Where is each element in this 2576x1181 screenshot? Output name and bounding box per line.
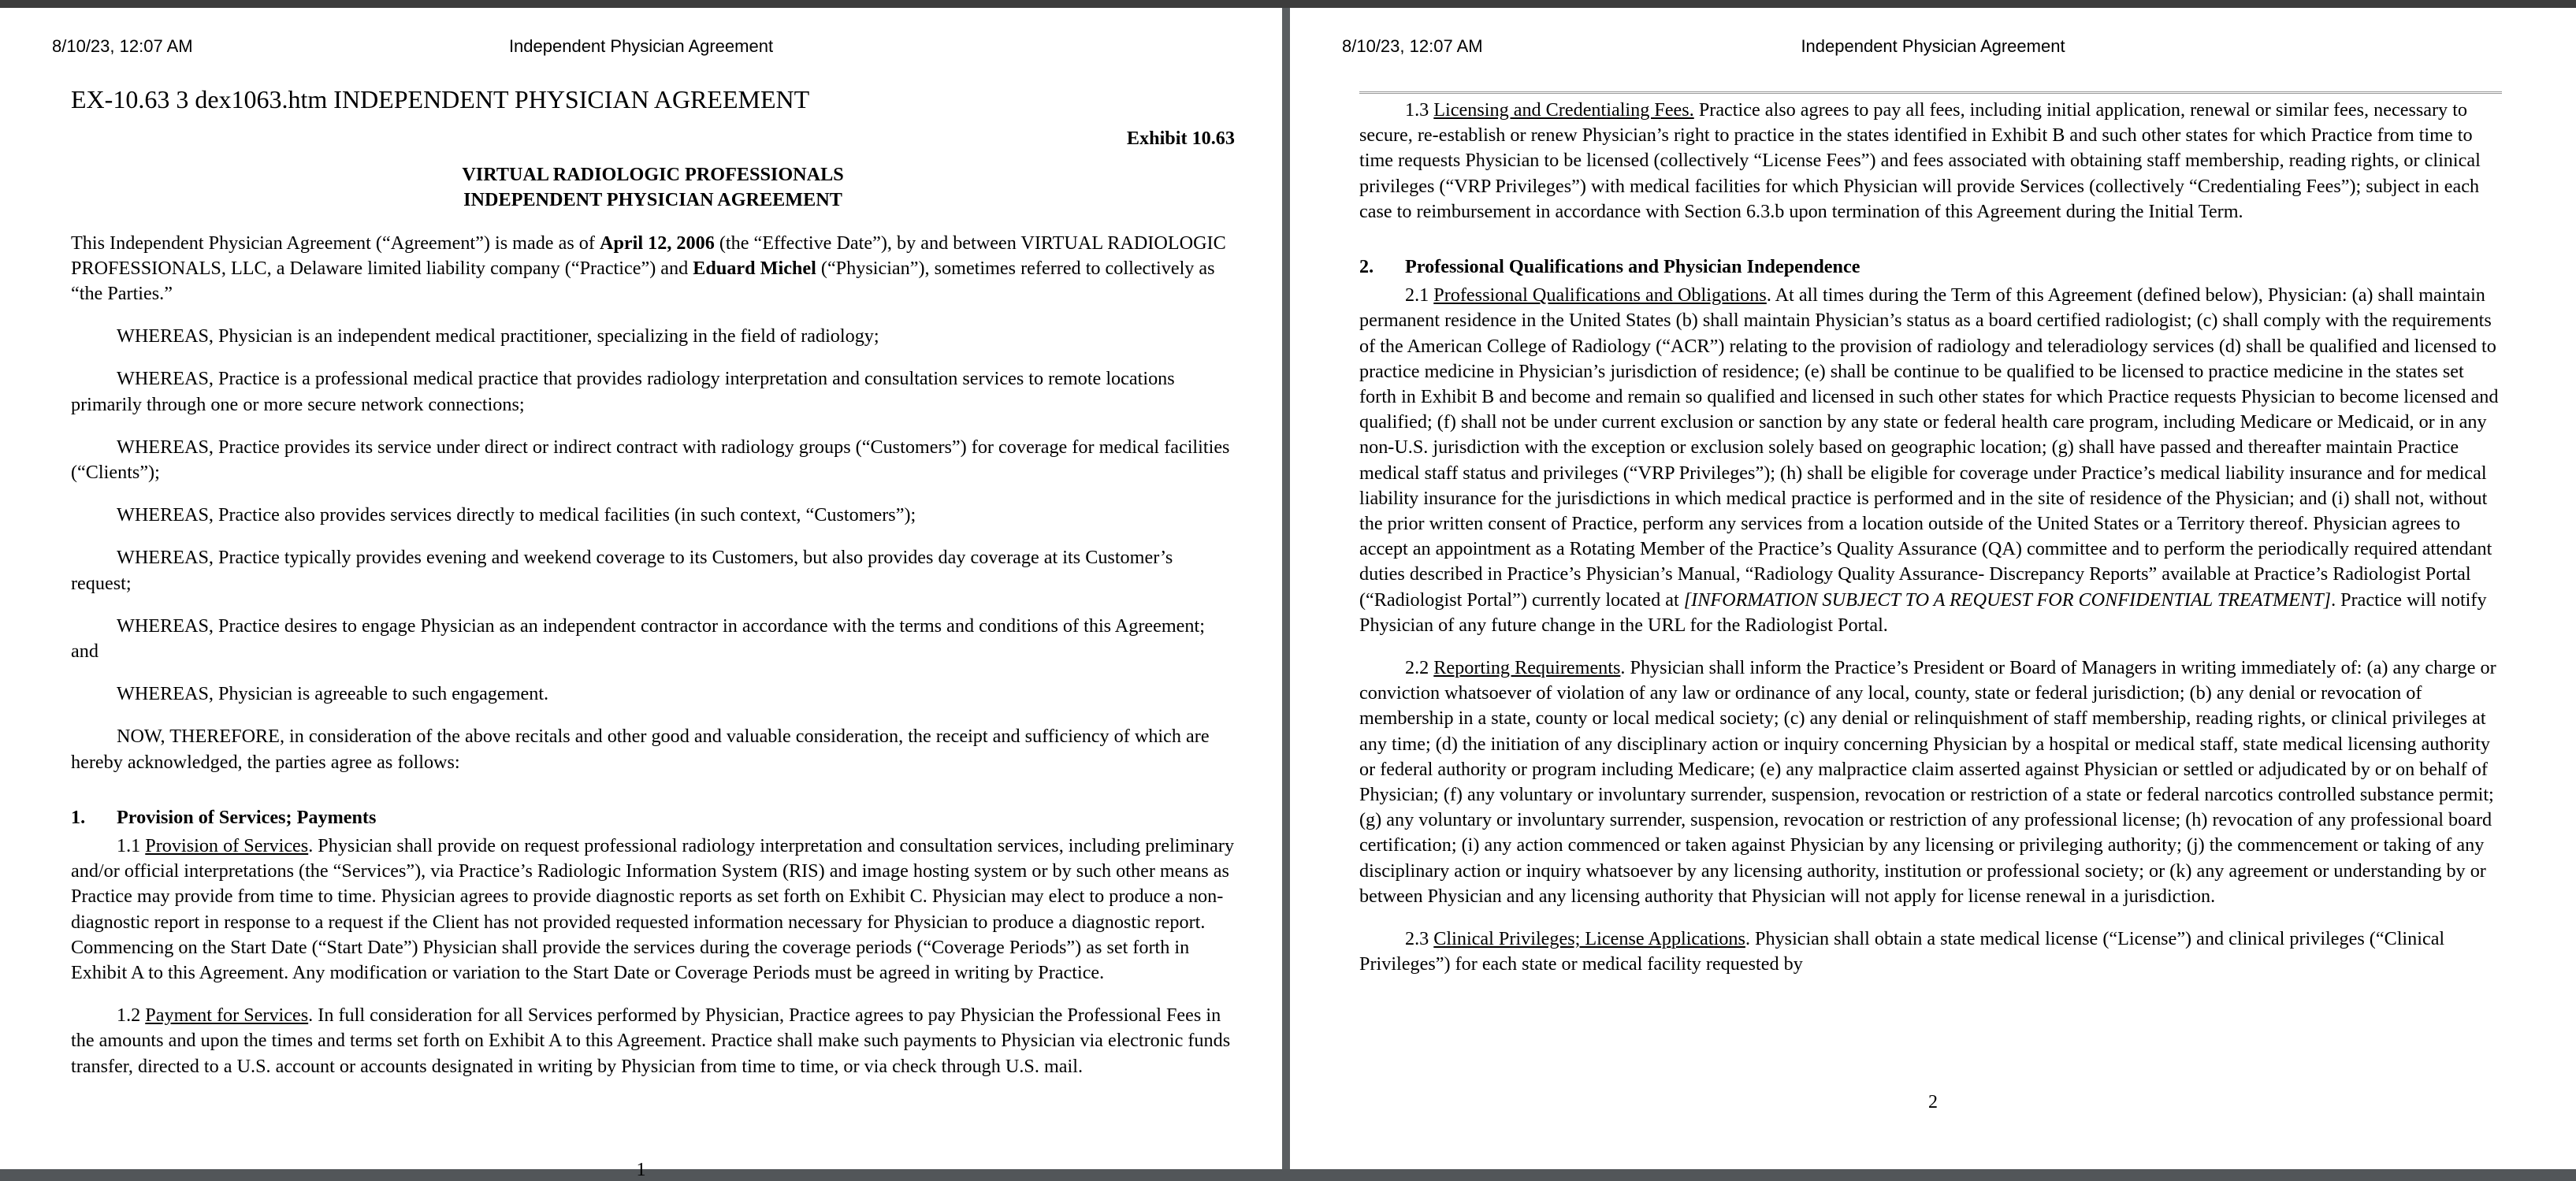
now-therefore-clause: NOW, THEREFORE, in consideration of the above recitals and other good and valuable consideration, the receipt and sufficiency of which are hereby acknowledged, the parties agree as follows: (71, 726, 1210, 773)
clause-number: 1.1 (117, 835, 146, 857)
section-number: 1. (71, 806, 86, 828)
effective-date: April 12, 2006 (599, 232, 715, 254)
intro-paragraph (71, 231, 1235, 307)
section-1-2 (71, 1003, 1235, 1079)
whereas-clause: WHEREAS, Practice is a professional medical practice that provides radiology interpretation and consultation services to remote locations primarily through one or more secure network connections; (71, 368, 1175, 415)
company-name: VIRTUAL RADIOLOGIC PROFESSIONALS (462, 164, 844, 186)
exhibit-label: Exhibit 10.63 (1126, 128, 1235, 149)
clause-text: . In full consideration for all Services performed by Physician, Practice agrees to pay Physician the Professional Fees in the amounts and upon the times and terms set forth on Exhibit A to this Agreement. Practice shall make such payments to Physician via electronic funds transfer, directed to a U.S. account or accounts designated in writing by Physician from time to time, or via check through U.S. mail. (71, 1005, 1231, 1077)
clause-number: 1.2 (117, 1005, 146, 1027)
clause-text: . Physician shall inform the Practice’s President or Board of Managers in writing immediately of: (a) any charge or conviction whatsoever of violation of any law or ordinance of any local, county, state or federal jurisdiction; (b) any denial or revocation of membership in a state, county or local medical society; (c) any denial or relinquishment of staff membership, reading rights, or clinical privileges at any time; (d) the initiation of any disciplinary action or inquiry concerning Physician by a hospital or medical staff, state medical licensing authority or federal authority or program including Medicare; (e) any malpractice claim asserted against Physician or settled or adjudicated by or on behalf of Physician; (f) any voluntary or involuntary surrender, suspension, revocation or restriction of a state or federal narcotics controlled substance permit; (g) any voluntary or involuntary surrender, suspension, revocation or restriction of any professional license; (h) revocation of any professional board certification; (i) any action commenced or taken against Physician by any licensing or privileging authority; (j) the commencement or taking of any disciplinary action or inquiry whatsoever by any licensing authority, institution or professional society; or (k) any agreement or understanding by or between Physician and any licensing authority that Physician will not apply for license renewal in a jurisdiction. (1359, 657, 2496, 907)
clause-text: . Physician shall obtain a state medical license (“License”) and clinical privileges (“Clinical Privileges”) for each state or medical facility requested by (1359, 928, 2445, 975)
agreement-title: INDEPENDENT PHYSICIAN AGREEMENT (463, 189, 842, 211)
whereas-clause: WHEREAS, Physician is agreeable to such engagement. (117, 683, 549, 705)
clause-text: . Practice will notify Physician of any future change in the URL for the Radiologist Portal. (1359, 589, 2487, 636)
section-title: Provision of Services; Payments (117, 806, 377, 828)
clause-title: Clinical Privileges; License Applications (1433, 928, 1745, 950)
document-title: EX-10.63 3 dex1063.htm INDEPENDENT PHYSICIAN AGREEMENT (71, 85, 810, 113)
page-2-content (1359, 98, 2502, 978)
clause-title: Provision of Services (145, 835, 309, 857)
clause-title: Licensing and Credentialing Fees. (1433, 99, 1694, 121)
whereas-clause: WHEREAS, Practice typically provides evening and weekend coverage to its Customers, but also provides day coverage at its Customer’s request; (71, 547, 1173, 594)
section-2-3 (1359, 927, 2502, 977)
clause-text: . At all times during the Term of this Agreement (defined below), Physician: (a) shall maintain permanent residence in the United States (b) shall maintain Physician’s status as a board certified radiologist; (c) shall comply with the requirements of the American College of Radiology (“ACR”) relating to the provision of radiology and teleradiology services (d) shall be qualified and licensed to practice medicine in Physician’s jurisdiction of residence; (e) shall be continue to be qualified to be licensed to practice medicine in the states set forth in Exhibit B and become and remain so qualified and licensed in such other states for which Practice requests Physician to become licensed and qualified; (f) shall not be under current exclusion or sanction by any state or federal health care program, including Medicare or Medicaid, or in any non-U.S. jurisdiction with the exception or exclusion solely based on geographic location; (g) shall have passed and thereafter maintain Practice medical staff status and privileges (“VRP Privileges”); (h) shall be eligible for coverage under Practice’s medical liability insurance and for medical liability insurance for the jurisdictions in which medical practice is performed and in the site of residence of the Physician; and (i) shall not, without the prior written consent of Practice, perform any services from a location outside of the United States or a Territory thereof. Physician agrees to accept an appointment as a Rotating Member of the Practice’s Quality Assurance (QA) committee and to perform the periodically required attendant duties described in Practice’s Physician’s Manual, “Radiology Quality Assurance- Discrepancy Reports” available at Practice’s Radiologist Portal (“Radiologist Portal”) currently located at (1359, 284, 2499, 611)
clause-number: 2.2 (1405, 657, 1434, 679)
page-number: 2 (1928, 1092, 1938, 1112)
print-header-title: Independent Physician Agreement (508, 36, 774, 56)
section-1-1 (71, 834, 1235, 986)
section-title: Professional Qualifications and Physician Independence (1405, 256, 1860, 278)
page-1-content (71, 84, 1235, 1079)
section-2-heading (1359, 254, 2502, 280)
document-page-2 (1290, 8, 2576, 1169)
intro-text-b: (the “Effective Date”), by and between VIRTUAL RADIOLOGIC PROFESSIONALS, LLC, a Delaware limited liability company (“Practice”) and (71, 232, 1226, 279)
viewer-top-bar (0, 0, 2576, 8)
horizontal-rule (1359, 91, 2502, 94)
section-2-2 (1359, 655, 2502, 909)
clause-text: Practice also agrees to pay all fees, including initial application, renewal or similar fees, necessary to secure, re-establish or renew Physician’s right to practice in the states identified in Exhibit B and such other states for which Practice from time to time requests Physician to be licensed (collectively “License Fees”) and fees associated with obtaining staff membership, reading rights, or clinical privileges (“VRP Privileges”) with medical facilities for which Physician will provide Services (collectively “Credentialing Fees”); subject in each case to reimbursement in accordance with Section 6.3.b upon termination of this Agreement during the Initial Term. (1359, 99, 2481, 222)
print-header-date: 8/10/23, 12:07 AM (1342, 36, 1483, 56)
section-number: 2. (1359, 256, 1374, 278)
intro-text-a: This Independent Physician Agreement (“Agreement”) is made as of (71, 232, 600, 254)
section-1-3 (1359, 98, 2502, 225)
redacted-notice: [INFORMATION SUBJECT TO A REQUEST FOR CONFIDENTIAL TREATMENT] (1683, 589, 2332, 611)
whereas-clause: WHEREAS, Physician is an independent medical practitioner, specializing in the field of radiology; (117, 325, 879, 347)
whereas-clause: WHEREAS, Practice also provides services directly to medical facilities (in such context, “Customers”); (117, 504, 916, 526)
physician-name: Eduard Michel (693, 257, 816, 279)
clause-number: 1.3 (1405, 99, 1434, 121)
whereas-clause: WHEREAS, Practice provides its service under direct or indirect contract with radiology groups (“Customers”) for coverage for medical facilities (“Clients”); (71, 436, 1230, 484)
page-number: 1 (636, 1160, 646, 1180)
section-2-1 (1359, 283, 2502, 638)
page-divider (1282, 8, 1290, 1169)
clause-number: 2.3 (1405, 928, 1434, 950)
whereas-clause: WHEREAS, Practice desires to engage Physician as an independent contractor in accordance with the terms and conditions of this Agreement; and (71, 615, 1205, 663)
clause-title: Payment for Services (145, 1005, 309, 1027)
clause-title: Reporting Requirements (1433, 657, 1621, 679)
print-header-title: Independent Physician Agreement (1801, 36, 2065, 56)
document-page-1 (0, 8, 1282, 1180)
clause-number: 2.1 (1405, 284, 1434, 306)
intro-text-c: (“Physician”), sometimes referred to collectively as “the Parties.” (71, 257, 1215, 305)
print-header-date: 8/10/23, 12:07 AM (52, 36, 193, 56)
clause-text: . Physician shall provide on request professional radiology interpretation and consultation services, including preliminary and/or official interpretations (the “Services”), via Practice’s Radiologic Information System (RIS) and image hosting system or by such other means as Practice may provide from time to time. Physician agrees to provide diagnostic reports as set forth on Exhibit C. Physician may elect to produce a non-diagnostic report in response to a request if the Client has not provided requested information necessary for Physician to produce a diagnostic report. Commencing on the Start Date (“Start Date”) Physician shall provide the services during the coverage periods (“Coverage Periods”) as set forth in Exhibit A to this Agreement. Any modification or variation to the Start Date or Coverage Periods must be agreed in writing by Practice. (71, 835, 1235, 984)
section-1-heading (71, 805, 1235, 830)
clause-title: Professional Qualifications and Obligations (1433, 284, 1767, 306)
